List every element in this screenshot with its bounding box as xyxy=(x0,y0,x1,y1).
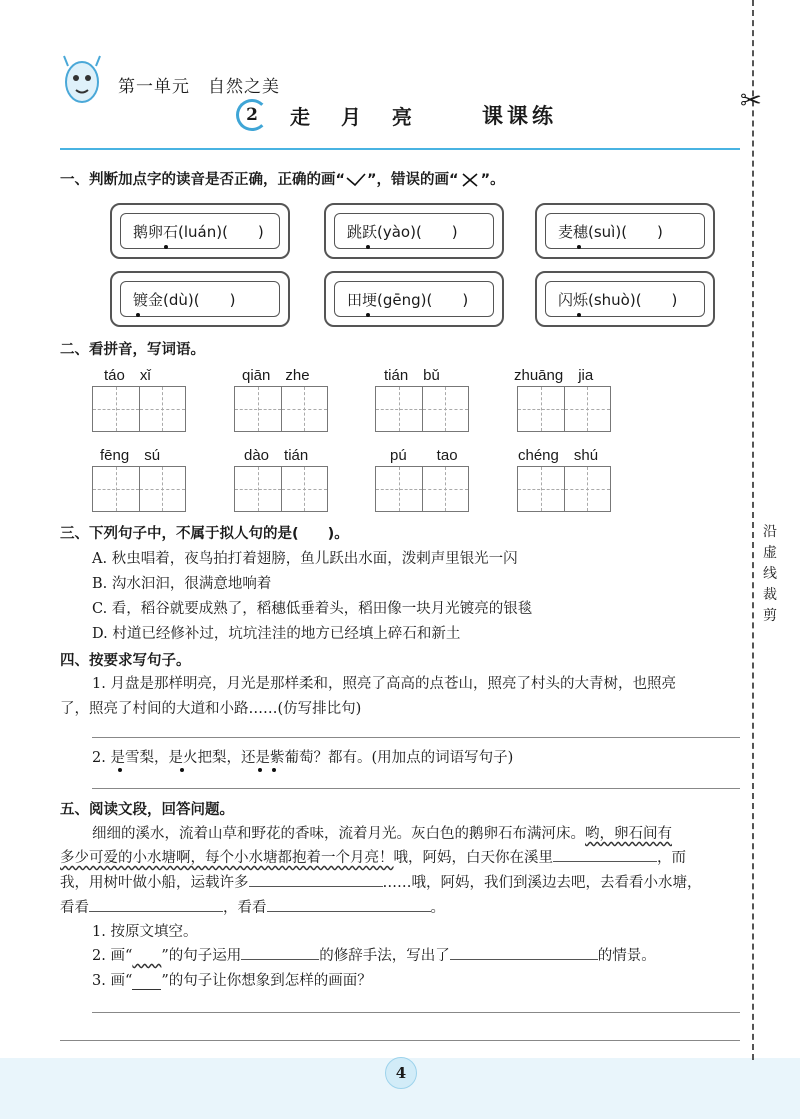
q4-item1-line1: 1. 月盘是那样明亮，月光是那样柔和，照亮了高高的点苍山，照亮了村头的大青树，也照亮 xyxy=(92,676,676,692)
writing-grid[interactable] xyxy=(234,466,328,512)
header-divider xyxy=(60,148,740,150)
question-text: 的情景。 xyxy=(597,948,656,964)
lesson-title: 走 月 亮 xyxy=(290,104,424,129)
passage-text: ……哦，阿妈，我们到溪边去吧，去看看小水塘， xyxy=(382,875,702,891)
option-d: D. 村道已经修补过，坑坑洼洼的地方已经填上碎石和新土 xyxy=(92,626,461,642)
passage-text: 细细的溪水，流着山草和野花的香味，流着月光。灰白色的鹅卵石布满河床。 xyxy=(92,826,585,842)
pinyin-label: zhuāng jia xyxy=(514,367,594,384)
q4-item1-line2: 了，照亮了村间的大道和小路……(仿写排比句) xyxy=(60,701,362,717)
scissors-icon: ✂ xyxy=(740,86,762,116)
q3-title: 三、下列句子中，不属于拟人句的是( )。 xyxy=(60,526,349,542)
passage-line-1 xyxy=(92,822,672,843)
pinyin-card-text: 田埂(gēng)( ) xyxy=(334,281,494,317)
passage-line-2 xyxy=(60,846,686,867)
passage-text: 我，用树叶做小船，运载许多 xyxy=(60,875,249,891)
option-c: C. 看，稻谷就要成熟了，稻穗低垂着头，稻田像一块月光镀亮的银毯 xyxy=(92,601,533,617)
cut-char: 裁 xyxy=(763,587,777,603)
emphasis-dot xyxy=(118,768,122,772)
answer-line[interactable] xyxy=(92,1012,740,1013)
pinyin-label: qiān zhe xyxy=(242,367,310,384)
pinyin-label: fēng sú xyxy=(100,447,161,464)
writing-grid[interactable] xyxy=(375,466,469,512)
cut-instruction xyxy=(760,522,780,627)
fill-blank[interactable] xyxy=(249,886,383,887)
q1-title-end: ”。 xyxy=(480,172,505,188)
passage-line-3 xyxy=(60,871,702,892)
writing-grid[interactable] xyxy=(92,386,186,432)
pinyin-card xyxy=(324,271,504,327)
passage-line-4 xyxy=(60,896,445,917)
wavy-underlined-text: 多少可爱的小水塘啊，每个小水塘都抱着一个月亮！ xyxy=(60,850,394,866)
emphasis-dot xyxy=(164,245,168,249)
option-a: A. 秋虫唱着，夜鸟拍打着翅膀，鱼儿跃出水面，泼剌声里银光一闪 xyxy=(92,551,518,567)
mascot-icon xyxy=(58,52,106,108)
pinyin-card-text: 镀金(dù)( ) xyxy=(120,281,280,317)
wavy-line-symbol xyxy=(132,948,161,964)
cut-char: 线 xyxy=(763,566,777,582)
writing-grid[interactable] xyxy=(517,466,611,512)
pinyin-card-text: 闪烁(shuò)( ) xyxy=(545,281,705,317)
cut-dashed-line xyxy=(752,0,754,1060)
cut-char: 沿 xyxy=(763,524,777,540)
emphasis-dot xyxy=(258,768,262,772)
writing-grid[interactable] xyxy=(375,386,469,432)
answer-line[interactable] xyxy=(60,1040,740,1041)
pinyin-card-text: 跳跃(yào)( ) xyxy=(334,213,494,249)
q5-question-2 xyxy=(92,944,656,965)
pinyin-card xyxy=(110,271,290,327)
check-icon xyxy=(345,173,367,187)
pinyin-label: tián bǔ xyxy=(384,367,440,384)
pinyin-label: chéng shú xyxy=(518,447,599,464)
cross-icon xyxy=(459,173,481,187)
pinyin-card xyxy=(535,203,715,259)
q1-title-text: 一、判断加点字的读音是否正确，正确的画“ xyxy=(60,172,346,188)
page-number: 4 xyxy=(385,1057,417,1089)
fill-blank[interactable] xyxy=(267,911,431,912)
emphasis-dot xyxy=(366,245,370,249)
question-text: ”的句子运用 xyxy=(161,948,242,964)
passage-text: ，看看 xyxy=(223,900,267,916)
pinyin-card xyxy=(535,271,715,327)
emphasis-dot xyxy=(366,313,370,317)
pinyin-card-text: 麦穗(suì)( ) xyxy=(545,213,705,249)
question-text: 2. 画“ xyxy=(92,948,133,964)
pinyin-card-text: 鹅卵石(luán)( ) xyxy=(120,213,280,249)
emphasis-dot xyxy=(180,768,184,772)
question-text: 的修辞手法，写出了 xyxy=(319,948,450,964)
emphasis-dot xyxy=(577,313,581,317)
writing-grid[interactable] xyxy=(517,386,611,432)
fill-blank[interactable] xyxy=(553,861,657,862)
q5-question-3 xyxy=(92,969,372,990)
passage-text: 哦，阿妈，白天你在溪里 xyxy=(393,850,553,866)
q5-question-1: 1. 按原文填空。 xyxy=(92,924,198,940)
passage-text: 看看 xyxy=(60,900,89,916)
q1-title-mid: ”，错误的画“ xyxy=(367,172,459,188)
answer-line[interactable] xyxy=(92,788,740,789)
emphasis-dot xyxy=(272,768,276,772)
pinyin-label: dào tián xyxy=(244,447,309,464)
writing-grid[interactable] xyxy=(234,386,328,432)
lesson-tag: 课课练 xyxy=(482,104,557,128)
passage-text: ，而 xyxy=(657,850,686,866)
fill-blank[interactable] xyxy=(89,911,223,912)
wavy-underlined-text: 哟，卵石间有 xyxy=(585,826,672,842)
cut-char: 剪 xyxy=(763,608,777,624)
fill-blank[interactable] xyxy=(450,959,598,960)
straight-line-symbol xyxy=(132,973,161,990)
question-text: ”的句子让你想象到怎样的画面？ xyxy=(161,973,372,989)
lesson-number: 2 xyxy=(236,99,268,131)
lesson-heading xyxy=(236,98,424,132)
passage-text: 。 xyxy=(430,900,445,916)
pinyin-card xyxy=(110,203,290,259)
pinyin-label: pú tao xyxy=(390,447,458,464)
pinyin-card xyxy=(324,203,504,259)
q4-item2: 2. 是雪梨，是火把梨，还是紫葡萄？都有。(用加点的词语写句子) xyxy=(92,750,514,766)
q2-title: 二、看拼音，写词语。 xyxy=(60,342,205,358)
emphasis-dot xyxy=(136,313,140,317)
fill-blank[interactable] xyxy=(241,959,319,960)
q4-title: 四、按要求写句子。 xyxy=(60,653,191,669)
cut-char: 虚 xyxy=(763,545,777,561)
unit-title: 第一单元 自然之美 xyxy=(118,77,280,97)
q1-title xyxy=(60,168,505,189)
writing-grid[interactable] xyxy=(92,466,186,512)
pinyin-label: táo xǐ xyxy=(104,367,151,384)
option-b: B. 沟水汩汩，很满意地响着 xyxy=(92,576,272,592)
question-text: 3. 画“ xyxy=(92,973,133,989)
emphasis-dot xyxy=(577,245,581,249)
q5-title: 五、阅读文段，回答问题。 xyxy=(60,802,234,818)
answer-line[interactable] xyxy=(92,737,740,738)
